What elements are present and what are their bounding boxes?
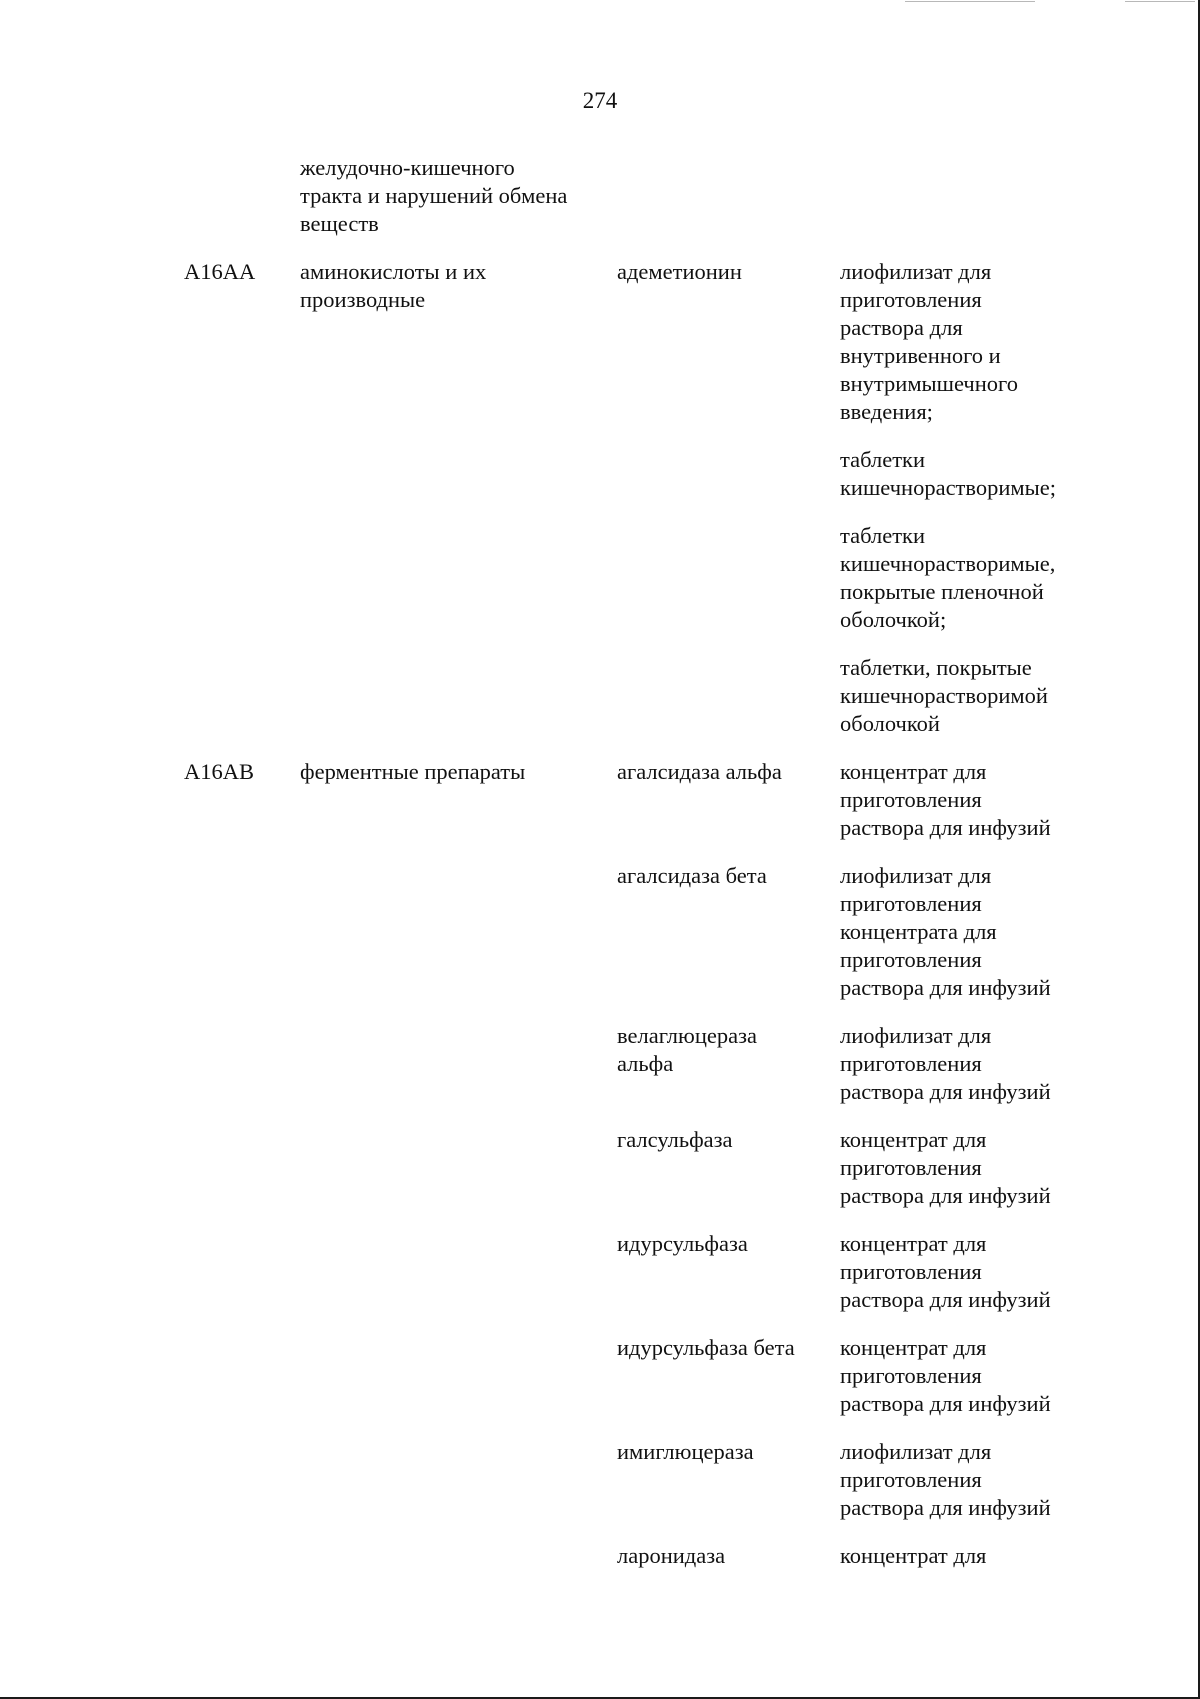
medication-table	[184, 154, 1084, 1570]
dosage-form-line: приготовления	[840, 787, 982, 812]
table-row	[184, 1230, 1084, 1314]
continuation-row	[184, 154, 1084, 238]
group-name-line: аминокислоты и их	[300, 259, 487, 284]
dosage-form-line: кишечнорастворимой	[840, 683, 1048, 708]
drug-name-cell	[617, 1438, 840, 1466]
dosage-form-line: приготовления	[840, 1051, 982, 1076]
drug-name-line: агалсидаза бета	[617, 863, 767, 888]
table-row	[184, 1022, 1084, 1106]
dosage-form-entry	[840, 1542, 1084, 1570]
dosage-form-line: приготовления	[840, 1467, 982, 1492]
dosage-form-entry	[840, 1334, 1084, 1418]
dosage-form-entry	[840, 1126, 1084, 1210]
group-name-line: производные	[300, 287, 426, 312]
table-row	[184, 1334, 1084, 1418]
dosage-form-line: приготовления	[840, 1259, 982, 1284]
drug-name-line: велаглюцераза	[617, 1023, 757, 1048]
dosage-form-line: раствора для инфузий	[840, 1495, 1051, 1520]
drug-name-line: адеметионин	[617, 259, 742, 284]
dosage-form-cell	[840, 1542, 1084, 1570]
dosage-form-cell	[840, 862, 1084, 1002]
dosage-form-entry	[840, 258, 1084, 426]
dosage-form-cell	[840, 1126, 1084, 1210]
group-name-cell	[300, 258, 617, 314]
group-name-line: веществ	[300, 211, 379, 236]
dosage-form-line: приготовления	[840, 947, 982, 972]
dosage-form-entry	[840, 1230, 1084, 1314]
dosage-form-line: раствора для инфузий	[840, 1183, 1051, 1208]
dosage-form-line: раствора для инфузий	[840, 1287, 1051, 1312]
drug-name-cell	[617, 1334, 840, 1362]
drug-name-line: идурсульфаза	[617, 1231, 748, 1256]
dosage-form-line: лиофилизат для	[840, 1023, 992, 1048]
group-name-line: ферментные препараты	[300, 759, 526, 784]
dosage-form-entry	[840, 654, 1084, 738]
dosage-form-line: приготовления	[840, 1155, 982, 1180]
dosage-form-line: приготовления	[840, 1363, 982, 1388]
dosage-form-line: лиофилизат для	[840, 259, 992, 284]
drug-name-line: идурсульфаза бета	[617, 1335, 795, 1360]
dosage-form-cell	[840, 258, 1084, 738]
drug-name-cell	[617, 258, 840, 286]
dosage-form-line: оболочкой	[840, 711, 940, 736]
drug-name-cell	[617, 1022, 840, 1078]
dosage-form-line: таблетки, покрытые	[840, 655, 1032, 680]
dosage-form-entry	[840, 1022, 1084, 1106]
table-row	[184, 1542, 1084, 1570]
dosage-form-line: концентрата для	[840, 919, 997, 944]
group-name-cell	[300, 154, 617, 238]
drug-name-cell	[617, 758, 840, 786]
dosage-form-line: раствора для инфузий	[840, 975, 1051, 1000]
group-name-cell	[300, 758, 617, 786]
table-row	[184, 862, 1084, 1002]
dosage-form-line: покрытые пленочной	[840, 579, 1044, 604]
dosage-form-cell	[840, 1438, 1084, 1522]
dosage-form-line: кишечнорастворимые,	[840, 551, 1056, 576]
dosage-form-line: концентрат для	[840, 1127, 987, 1152]
table-row	[184, 1126, 1084, 1210]
dosage-form-line: кишечнорастворимые;	[840, 475, 1056, 500]
drug-name-line: ларонидаза	[617, 1543, 726, 1568]
drug-name-cell	[617, 1230, 840, 1258]
scan-mark-top	[905, 1, 1035, 2]
drug-name-line: галсульфаза	[617, 1127, 733, 1152]
atc-code-cell: A16AA	[184, 259, 256, 284]
dosage-form-line: раствора для инфузий	[840, 815, 1051, 840]
dosage-form-line: концентрат для	[840, 759, 987, 784]
dosage-form-entry	[840, 1438, 1084, 1522]
drug-name-cell	[617, 1126, 840, 1154]
atc-code-cell: A16AB	[184, 759, 255, 784]
dosage-form-line: концентрат для	[840, 1231, 987, 1256]
group-name-line: желудочно-кишечного	[300, 155, 515, 180]
dosage-form-line: таблетки	[840, 447, 926, 472]
scan-mark-top-right	[1125, 1, 1195, 2]
page-number: 274	[582, 88, 618, 113]
drug-name-cell	[617, 1542, 840, 1570]
dosage-form-line: раствора для	[840, 315, 963, 340]
dosage-form-line: приготовления	[840, 287, 982, 312]
dosage-form-cell	[840, 1230, 1084, 1314]
table-row	[184, 1438, 1084, 1522]
dosage-form-line: оболочкой;	[840, 607, 947, 632]
dosage-form-entry	[840, 758, 1084, 842]
dosage-form-cell	[840, 1022, 1084, 1106]
drug-name-line: имиглюцераза	[617, 1439, 754, 1464]
dosage-form-line: раствора для инфузий	[840, 1079, 1051, 1104]
dosage-form-line: приготовления	[840, 891, 982, 916]
dosage-form-cell	[840, 758, 1084, 842]
dosage-form-line: таблетки	[840, 523, 926, 548]
drug-name-line: альфа	[617, 1051, 674, 1076]
dosage-form-line: внутривенного и	[840, 343, 1001, 368]
drug-name-line: агалсидаза альфа	[617, 759, 782, 784]
drug-name-cell	[617, 862, 840, 890]
table-row	[184, 258, 1084, 738]
dosage-form-line: раствора для инфузий	[840, 1391, 1051, 1416]
dosage-form-line: концентрат для	[840, 1543, 987, 1568]
dosage-form-line: лиофилизат для	[840, 863, 992, 888]
dosage-form-line: лиофилизат для	[840, 1439, 992, 1464]
table-row	[184, 758, 1084, 842]
dosage-form-line: концентрат для	[840, 1335, 987, 1360]
group-name-line: тракта и нарушений обмена	[300, 183, 568, 208]
dosage-form-cell	[840, 1334, 1084, 1418]
dosage-form-line: внутримышечного	[840, 371, 1018, 396]
dosage-form-entry	[840, 862, 1084, 1002]
dosage-form-line: введения;	[840, 399, 933, 424]
dosage-form-entry	[840, 522, 1084, 634]
dosage-form-entry	[840, 446, 1084, 502]
